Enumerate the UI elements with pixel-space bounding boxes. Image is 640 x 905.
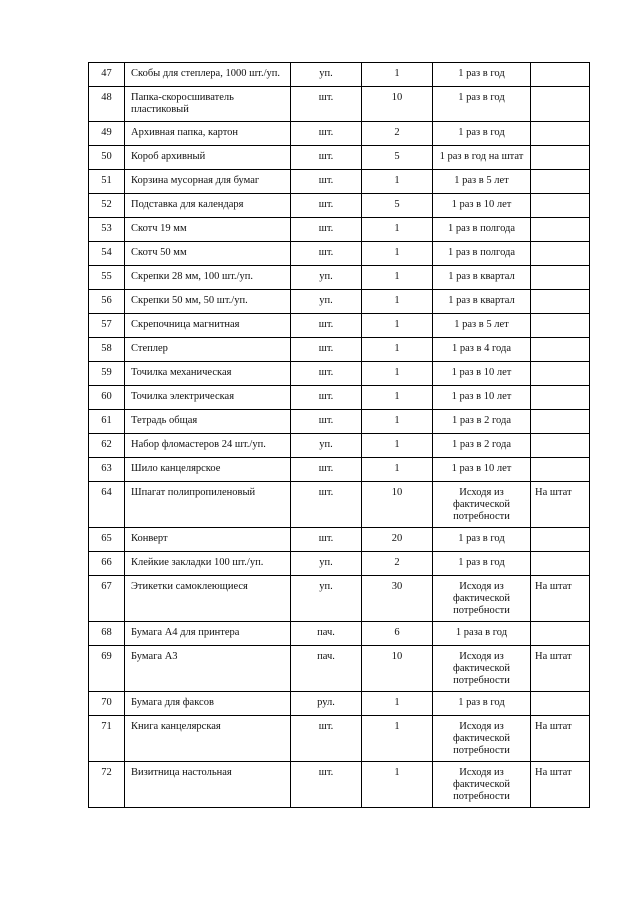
quantity-cell: 1 bbox=[362, 386, 433, 410]
unit-of-measure-cell: шт. bbox=[291, 716, 362, 762]
note-cell bbox=[531, 218, 590, 242]
replacement-frequency-cell: 1 раз в 2 года bbox=[433, 434, 531, 458]
quantity-cell: 10 bbox=[362, 87, 433, 122]
item-name-cell: Бумага для факсов bbox=[125, 692, 291, 716]
unit-of-measure-cell: шт. bbox=[291, 362, 362, 386]
table-row bbox=[89, 528, 590, 552]
unit-of-measure-cell: шт. bbox=[291, 87, 362, 122]
note-cell bbox=[531, 63, 590, 87]
note-cell bbox=[531, 338, 590, 362]
table-row bbox=[89, 576, 590, 622]
item-name-cell: Скрепки 50 мм, 50 шт./уп. bbox=[125, 290, 291, 314]
row-number-cell: 61 bbox=[89, 410, 125, 434]
unit-of-measure-cell: шт. bbox=[291, 410, 362, 434]
note-cell: На штат bbox=[531, 762, 590, 808]
row-number-cell: 54 bbox=[89, 242, 125, 266]
note-cell bbox=[531, 314, 590, 338]
unit-of-measure-cell: шт. bbox=[291, 762, 362, 808]
unit-of-measure-cell: шт. bbox=[291, 242, 362, 266]
row-number-cell: 70 bbox=[89, 692, 125, 716]
replacement-frequency-cell: 1 раз в 10 лет bbox=[433, 386, 531, 410]
quantity-cell: 5 bbox=[362, 194, 433, 218]
note-cell: На штат bbox=[531, 576, 590, 622]
item-name-cell: Бумага А3 bbox=[125, 646, 291, 692]
row-number-cell: 59 bbox=[89, 362, 125, 386]
unit-of-measure-cell: шт. bbox=[291, 482, 362, 528]
row-number-cell: 57 bbox=[89, 314, 125, 338]
item-name-cell: Конверт bbox=[125, 528, 291, 552]
table-row bbox=[89, 762, 590, 808]
note-cell bbox=[531, 552, 590, 576]
row-number-cell: 71 bbox=[89, 716, 125, 762]
item-name-cell: Скобы для степлера, 1000 шт./уп. bbox=[125, 63, 291, 87]
quantity-cell: 1 bbox=[362, 434, 433, 458]
quantity-cell: 2 bbox=[362, 122, 433, 146]
replacement-frequency-cell: Исходя из фактической потребности bbox=[433, 716, 531, 762]
table-row bbox=[89, 122, 590, 146]
table-row bbox=[89, 87, 590, 122]
replacement-frequency-cell: 1 раз в год bbox=[433, 87, 531, 122]
table-row bbox=[89, 692, 590, 716]
replacement-frequency-cell: 1 раз в квартал bbox=[433, 290, 531, 314]
unit-of-measure-cell: уп. bbox=[291, 552, 362, 576]
replacement-frequency-cell: 1 раз в 5 лет bbox=[433, 314, 531, 338]
item-name-cell: Архивная папка, картон bbox=[125, 122, 291, 146]
item-name-cell: Этикетки самоклеющиеся bbox=[125, 576, 291, 622]
note-cell bbox=[531, 622, 590, 646]
table-row bbox=[89, 386, 590, 410]
quantity-cell: 1 bbox=[362, 338, 433, 362]
item-name-cell: Степлер bbox=[125, 338, 291, 362]
replacement-frequency-cell: 1 раз в 5 лет bbox=[433, 170, 531, 194]
unit-of-measure-cell: шт. bbox=[291, 218, 362, 242]
item-name-cell: Короб архивный bbox=[125, 146, 291, 170]
row-number-cell: 68 bbox=[89, 622, 125, 646]
unit-of-measure-cell: рул. bbox=[291, 692, 362, 716]
quantity-cell: 1 bbox=[362, 266, 433, 290]
quantity-cell: 5 bbox=[362, 146, 433, 170]
row-number-cell: 55 bbox=[89, 266, 125, 290]
item-name-cell: Визитница настольная bbox=[125, 762, 291, 808]
row-number-cell: 62 bbox=[89, 434, 125, 458]
row-number-cell: 67 bbox=[89, 576, 125, 622]
table-row bbox=[89, 290, 590, 314]
row-number-cell: 56 bbox=[89, 290, 125, 314]
replacement-frequency-cell: 1 раз в год на штат bbox=[433, 146, 531, 170]
item-name-cell: Бумага А4 для принтера bbox=[125, 622, 291, 646]
replacement-frequency-cell: 1 раз в 10 лет bbox=[433, 362, 531, 386]
row-number-cell: 58 bbox=[89, 338, 125, 362]
note-cell bbox=[531, 362, 590, 386]
replacement-frequency-cell: 1 раз в год bbox=[433, 63, 531, 87]
table-row bbox=[89, 482, 590, 528]
item-name-cell: Книга канцелярская bbox=[125, 716, 291, 762]
supplies-table bbox=[88, 62, 590, 808]
row-number-cell: 65 bbox=[89, 528, 125, 552]
replacement-frequency-cell: Исходя из фактической потребности bbox=[433, 762, 531, 808]
item-name-cell: Шпагат полипропиленовый bbox=[125, 482, 291, 528]
item-name-cell: Папка-скоросшиватель пластиковый bbox=[125, 87, 291, 122]
item-name-cell: Скотч 50 мм bbox=[125, 242, 291, 266]
table-row bbox=[89, 458, 590, 482]
row-number-cell: 52 bbox=[89, 194, 125, 218]
note-cell bbox=[531, 266, 590, 290]
replacement-frequency-cell: 1 раз в 10 лет bbox=[433, 458, 531, 482]
note-cell bbox=[531, 87, 590, 122]
unit-of-measure-cell: шт. bbox=[291, 338, 362, 362]
table-row bbox=[89, 622, 590, 646]
note-cell bbox=[531, 692, 590, 716]
item-name-cell: Клейкие закладки 100 шт./уп. bbox=[125, 552, 291, 576]
item-name-cell: Подставка для календаря bbox=[125, 194, 291, 218]
note-cell bbox=[531, 170, 590, 194]
quantity-cell: 1 bbox=[362, 290, 433, 314]
unit-of-measure-cell: шт. bbox=[291, 194, 362, 218]
table-body bbox=[89, 63, 590, 808]
row-number-cell: 49 bbox=[89, 122, 125, 146]
note-cell: На штат bbox=[531, 716, 590, 762]
item-name-cell: Скрепочница магнитная bbox=[125, 314, 291, 338]
note-cell bbox=[531, 122, 590, 146]
unit-of-measure-cell: шт. bbox=[291, 528, 362, 552]
quantity-cell: 1 bbox=[362, 170, 433, 194]
quantity-cell: 1 bbox=[362, 458, 433, 482]
replacement-frequency-cell: 1 раз в год bbox=[433, 528, 531, 552]
table-row bbox=[89, 266, 590, 290]
table-row bbox=[89, 146, 590, 170]
table-row bbox=[89, 194, 590, 218]
replacement-frequency-cell: 1 раз в 10 лет bbox=[433, 194, 531, 218]
quantity-cell: 1 bbox=[362, 362, 433, 386]
table-row bbox=[89, 716, 590, 762]
row-number-cell: 53 bbox=[89, 218, 125, 242]
item-name-cell: Точилка механическая bbox=[125, 362, 291, 386]
unit-of-measure-cell: шт. bbox=[291, 146, 362, 170]
item-name-cell: Корзина мусорная для бумаг bbox=[125, 170, 291, 194]
note-cell bbox=[531, 434, 590, 458]
unit-of-measure-cell: шт. bbox=[291, 458, 362, 482]
table-row bbox=[89, 63, 590, 87]
quantity-cell: 20 bbox=[362, 528, 433, 552]
table-row bbox=[89, 646, 590, 692]
replacement-frequency-cell: 1 раза в год bbox=[433, 622, 531, 646]
unit-of-measure-cell: уп. bbox=[291, 576, 362, 622]
replacement-frequency-cell: 1 раз в квартал bbox=[433, 266, 531, 290]
row-number-cell: 50 bbox=[89, 146, 125, 170]
item-name-cell: Тетрадь общая bbox=[125, 410, 291, 434]
note-cell bbox=[531, 242, 590, 266]
table-row bbox=[89, 218, 590, 242]
note-cell bbox=[531, 194, 590, 218]
quantity-cell: 10 bbox=[362, 482, 433, 528]
note-cell bbox=[531, 386, 590, 410]
note-cell bbox=[531, 528, 590, 552]
quantity-cell: 1 bbox=[362, 692, 433, 716]
quantity-cell: 1 bbox=[362, 63, 433, 87]
quantity-cell: 10 bbox=[362, 646, 433, 692]
replacement-frequency-cell: 1 раз в полгода bbox=[433, 218, 531, 242]
quantity-cell: 1 bbox=[362, 716, 433, 762]
note-cell: На штат bbox=[531, 482, 590, 528]
unit-of-measure-cell: шт. bbox=[291, 170, 362, 194]
item-name-cell: Шило канцелярское bbox=[125, 458, 291, 482]
quantity-cell: 30 bbox=[362, 576, 433, 622]
quantity-cell: 1 bbox=[362, 410, 433, 434]
row-number-cell: 72 bbox=[89, 762, 125, 808]
unit-of-measure-cell: шт. bbox=[291, 314, 362, 338]
item-name-cell: Скотч 19 мм bbox=[125, 218, 291, 242]
quantity-cell: 6 bbox=[362, 622, 433, 646]
replacement-frequency-cell: 1 раз в 4 года bbox=[433, 338, 531, 362]
table-row bbox=[89, 362, 590, 386]
unit-of-measure-cell: пач. bbox=[291, 646, 362, 692]
replacement-frequency-cell: 1 раз в полгода bbox=[433, 242, 531, 266]
table-row bbox=[89, 242, 590, 266]
row-number-cell: 69 bbox=[89, 646, 125, 692]
note-cell bbox=[531, 146, 590, 170]
replacement-frequency-cell: 1 раз в 2 года bbox=[433, 410, 531, 434]
row-number-cell: 64 bbox=[89, 482, 125, 528]
quantity-cell: 1 bbox=[362, 314, 433, 338]
item-name-cell: Набор фломастеров 24 шт./уп. bbox=[125, 434, 291, 458]
replacement-frequency-cell: 1 раз в год bbox=[433, 552, 531, 576]
quantity-cell: 1 bbox=[362, 218, 433, 242]
unit-of-measure-cell: уп. bbox=[291, 266, 362, 290]
table-row bbox=[89, 314, 590, 338]
quantity-cell: 1 bbox=[362, 762, 433, 808]
unit-of-measure-cell: пач. bbox=[291, 622, 362, 646]
replacement-frequency-cell: Исходя из фактической потребности bbox=[433, 646, 531, 692]
note-cell bbox=[531, 290, 590, 314]
note-cell: На штат bbox=[531, 646, 590, 692]
item-name-cell: Точилка электрическая bbox=[125, 386, 291, 410]
table-row bbox=[89, 434, 590, 458]
document-page bbox=[88, 62, 590, 808]
row-number-cell: 51 bbox=[89, 170, 125, 194]
item-name-cell: Скрепки 28 мм, 100 шт./уп. bbox=[125, 266, 291, 290]
table-row bbox=[89, 410, 590, 434]
row-number-cell: 48 bbox=[89, 87, 125, 122]
note-cell bbox=[531, 410, 590, 434]
replacement-frequency-cell: 1 раз в год bbox=[433, 122, 531, 146]
unit-of-measure-cell: уп. bbox=[291, 63, 362, 87]
note-cell bbox=[531, 458, 590, 482]
quantity-cell: 1 bbox=[362, 242, 433, 266]
table-row bbox=[89, 338, 590, 362]
replacement-frequency-cell: Исходя из фактической потребности bbox=[433, 482, 531, 528]
row-number-cell: 60 bbox=[89, 386, 125, 410]
unit-of-measure-cell: уп. bbox=[291, 434, 362, 458]
row-number-cell: 66 bbox=[89, 552, 125, 576]
table-row bbox=[89, 170, 590, 194]
row-number-cell: 63 bbox=[89, 458, 125, 482]
replacement-frequency-cell: Исходя из фактической потребности bbox=[433, 576, 531, 622]
row-number-cell: 47 bbox=[89, 63, 125, 87]
replacement-frequency-cell: 1 раз в год bbox=[433, 692, 531, 716]
quantity-cell: 2 bbox=[362, 552, 433, 576]
table-row bbox=[89, 552, 590, 576]
unit-of-measure-cell: уп. bbox=[291, 290, 362, 314]
unit-of-measure-cell: шт. bbox=[291, 386, 362, 410]
unit-of-measure-cell: шт. bbox=[291, 122, 362, 146]
